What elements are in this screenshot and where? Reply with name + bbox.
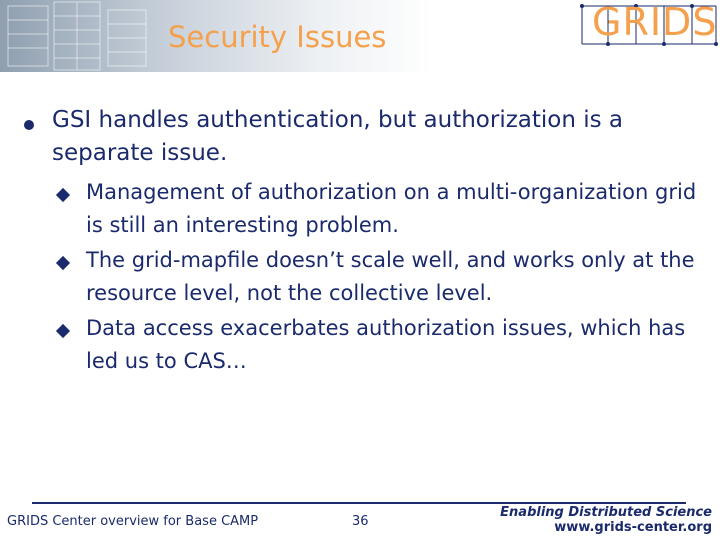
main-bullet-text: GSI handles authentication, but authorization is a separate issue.	[52, 107, 624, 166]
header-banner	[0, 0, 720, 72]
footer-tagline: Enabling Distributed Science	[500, 505, 712, 520]
logo-text: GRIDS	[592, 0, 718, 44]
sub-bullet-2: The grid-mapfile doesn’t scale well, and works only at the resource level, not the collective level.	[86, 248, 695, 305]
slide-title: Security Issues	[168, 20, 387, 54]
diamond-bullet-icon	[56, 324, 70, 338]
sub-bullet-1: Management of authorization on a multi-organization grid is still an interesting problem.	[86, 180, 697, 237]
sub-bullet-3: Data access exacerbates authorization issues, which has led us to CAS…	[86, 316, 686, 373]
footer-divider	[32, 502, 686, 504]
footer-branding	[500, 505, 712, 535]
diamond-bullet-icon	[56, 256, 70, 270]
footer-url: www.grids-center.org	[554, 520, 712, 535]
page-number: 36	[352, 514, 369, 529]
footer-presentation-title: GRIDS Center overview for Base CAMP	[7, 514, 259, 529]
diamond-bullet-icon	[56, 188, 70, 202]
grids-logo	[578, 0, 720, 50]
round-bullet-icon	[24, 120, 34, 130]
